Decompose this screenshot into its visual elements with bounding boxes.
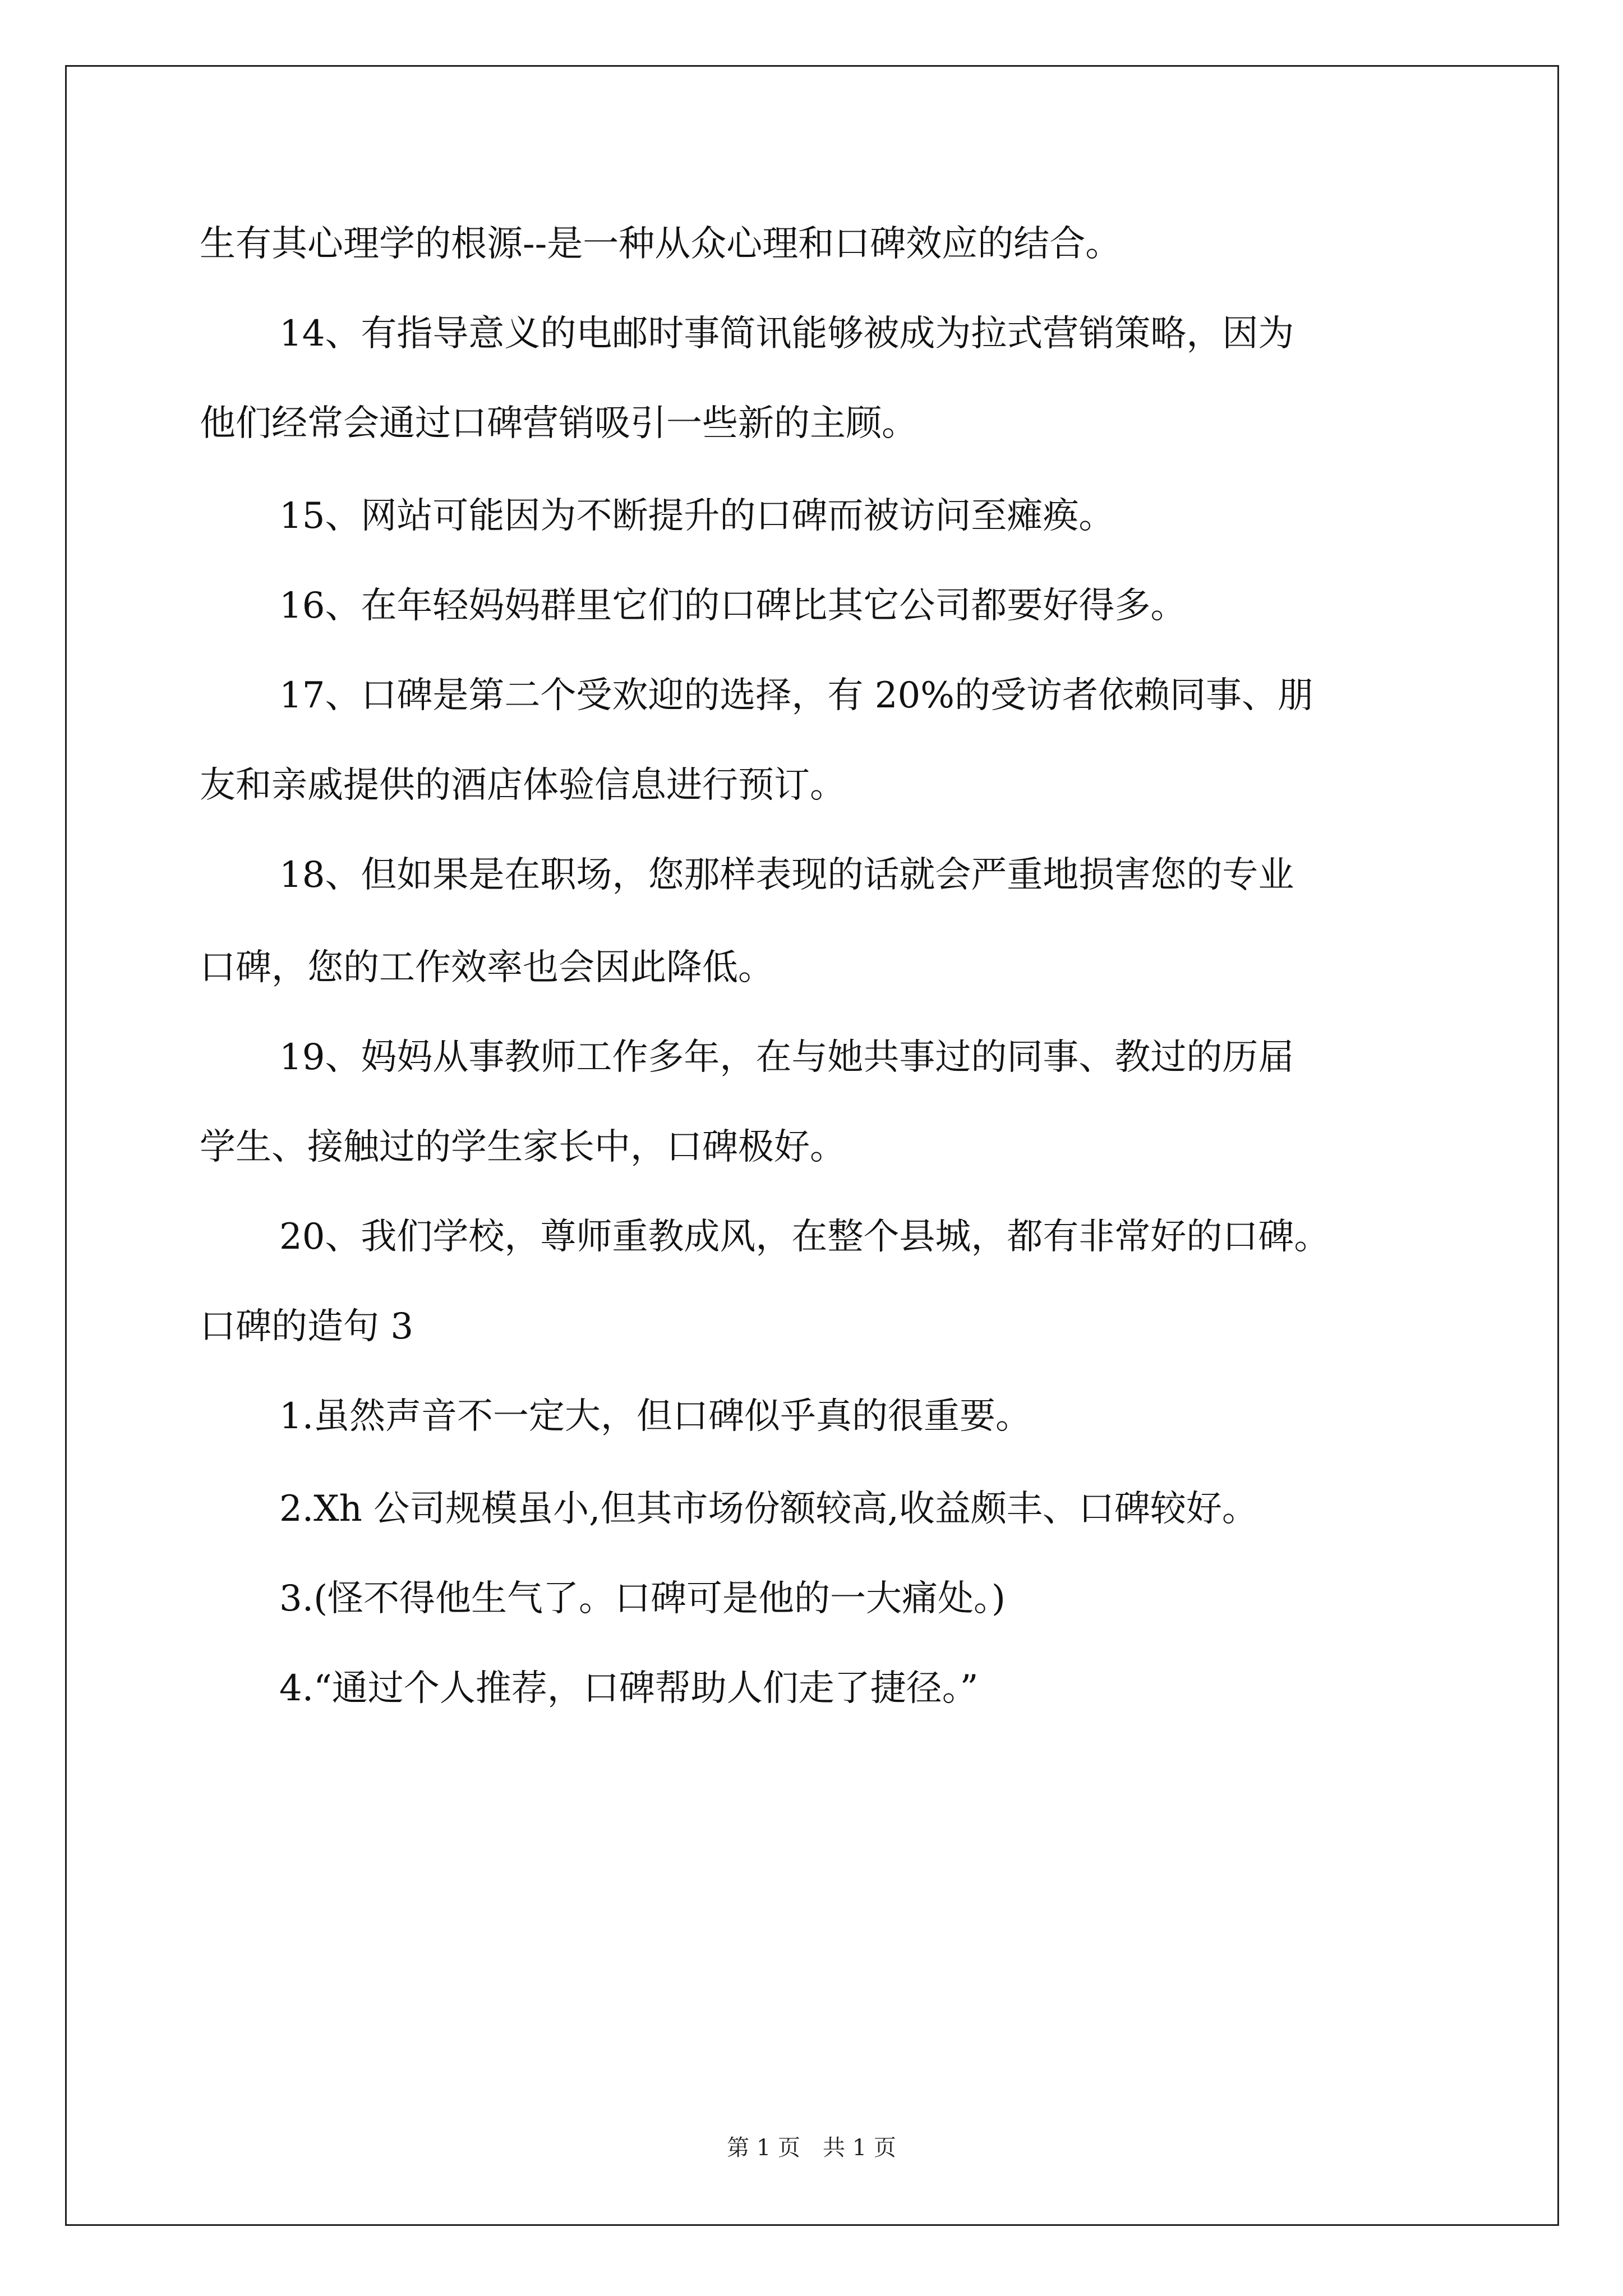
text-line: 15、网站可能因为不断提升的口碑而被访问至瘫痪。 — [279, 495, 1115, 537]
text-line: 16、在年轻妈妈群里它们的口碑比其它公司都要好得多。 — [279, 585, 1187, 627]
text-line: 他们经常会通过口碑营销吸引一些新的主顾。 — [200, 403, 917, 444]
text-line: 19、妈妈从事教师工作多年，在与她共事过的同事、教过的历届 — [279, 1037, 1294, 1078]
text-line: 学生、接触过的学生家长中，口碑极好。 — [200, 1126, 846, 1168]
text-line: 14、有指导意义的电邮时事简讯能够被成为拉式营销策略，因为 — [279, 313, 1294, 355]
text-line: 2.Xh 公司规模虽小,但其市场份额较高,收益颇丰、口碑较好。 — [279, 1488, 1258, 1530]
text-line: 3.(怪不得他生气了。口碑可是他的一大痛处。) — [279, 1578, 1006, 1619]
section-heading: 口碑的造句 3 — [200, 1306, 414, 1347]
text-line: 4.“通过个人推荐，口碑帮助人们走了捷径。” — [279, 1668, 979, 1709]
text-line: 20、我们学校，尊师重教成风，在整个县城，都有非常好的口碑。 — [279, 1216, 1330, 1258]
text-line: 口碑，您的工作效率也会因此降低。 — [200, 947, 774, 988]
text-line: 友和亲戚提供的酒店体验信息进行预订。 — [200, 765, 846, 806]
text-line: 17、口碑是第二个受欢迎的选择，有 20%的受访者依赖同事、朋 — [279, 675, 1314, 716]
page-number-footer: 第 1 页 共 1 页 — [727, 2135, 896, 2161]
text-line: 1.虽然声音不一定大，但口碑似乎真的很重要。 — [279, 1396, 1032, 1437]
text-line: 18、但如果是在职场，您那样表现的话就会严重地损害您的专业 — [279, 854, 1294, 896]
text-line: 生有其心理学的根源--是一种从众心理和口碑效应的结合。 — [200, 223, 1122, 265]
